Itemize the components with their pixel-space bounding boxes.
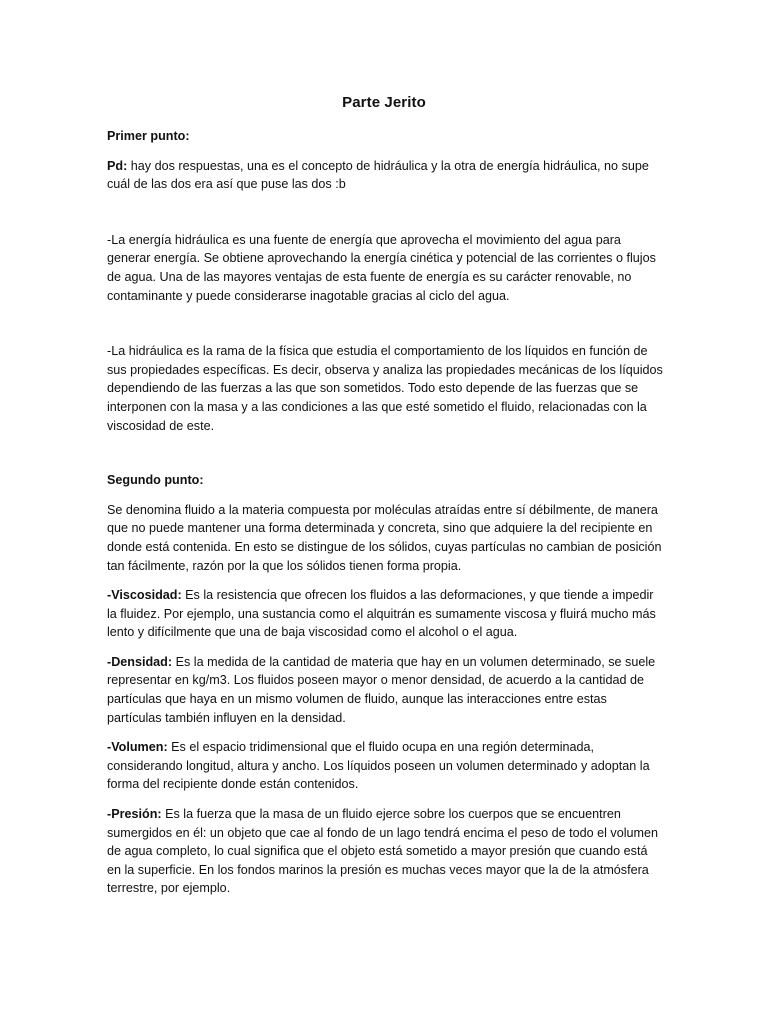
viscosidad-label: -Viscosidad: (107, 588, 182, 603)
paragraph-presion (107, 805, 663, 898)
paragraph-viscosidad (107, 586, 663, 642)
heading-primer-punto: Primer punto: (107, 129, 190, 143)
heading-segundo-punto: Segundo punto: (107, 473, 204, 488)
presion-text: Es la fuerza que la masa de un fluido ejerce sobre los cuerpos que se encuentren sumergidos en él: un objeto que cae al fondo de un lago tendrá encima el peso de todo el volumen de agua completo, lo cual significa que el objeto está sometido a mayor presión que cuando está en la superficie. En los fondos marinos la presión es muchas veces mayor que la de la atmósfera terrestre, por ejemplo. (107, 807, 659, 896)
densidad-label: -Densidad: (107, 654, 173, 669)
document-body (107, 127, 663, 898)
paragraph-volumen (107, 738, 663, 794)
paragraph-pd-note (107, 157, 663, 194)
paragraph-hidraulica: -La hidráulica es la rama de la física que estudia el comportamiento de los líquidos en función de sus propiedades específicas. Es decir, observa y analiza las propiedades mecánicas de los líquidos dependiendo de las fuerzas a las que son sometidos. Todo esto depende de las fuerzas que se interponen con la masa y a las condiciones a las que esté sometido el fluido, relacionadas con la viscosidad de este. (107, 344, 663, 433)
volumen-label: -Volumen: (107, 740, 168, 755)
densidad-text: Es la medida de la cantidad de materia que hay en un volumen determinado, se suele representar en kg/m3. Los fluidos poseen mayor o menor densidad, de acuerdo a la cantidad de partículas que haya en un mismo volumen de fluido, aunque las interacciones entre estas partículas también influyen en la densidad. (107, 654, 656, 725)
volumen-text: Es el espacio tridimensional que el fluido ocupa en una región determinada, considerando longitud, altura y ancho. Los líquidos poseen un volumen determinado y adoptan la forma del recipiente donde están contenidos. (107, 740, 650, 792)
pd-text: hay dos respuestas, una es el concepto de hidráulica y la otra de energía hidráulica, no supe cuál de las dos era así que puse las dos :b (107, 158, 649, 192)
paragraph-densidad (107, 653, 663, 727)
paragraph-energia-hidraulica: -La energía hidráulica es una fuente de energía que aprovecha el movimiento del agua para generar energía. Se obtiene aprovechando la energía cinética y potencial de las corrientes o flujos de agua. Una de las mayores ventajas de esta fuente de energía es su carácter renovable, no contaminante y puede considerarse inagotable gracias al ciclo del agua. (107, 232, 656, 303)
presion-label: -Presión: (107, 807, 162, 822)
viscosidad-text: Es la resistencia que ofrecen los fluidos a las deformaciones, y que tiende a impedir la fluidez. Por ejemplo, una sustancia como el alquitrán es sumamente viscosa y fluirá mucho más lento y difícilmente que una de baja viscosidad como el alcohol o el agua. (107, 588, 656, 640)
paragraph-fluido-intro: Se denomina fluido a la materia compuesta por moléculas atraídas entre sí débilmente, de manera que no puede mantener una forma determinada y concreta, sino que adquiere la del recipiente en donde está contenida. En esto se distingue de los sólidos, cuyas partículas no cambian de posición tan fácilmente, razón por la que los sólidos tienen forma propia. (107, 502, 662, 573)
document-title: Parte Jerito (342, 94, 426, 111)
pd-label: Pd: (107, 158, 128, 173)
